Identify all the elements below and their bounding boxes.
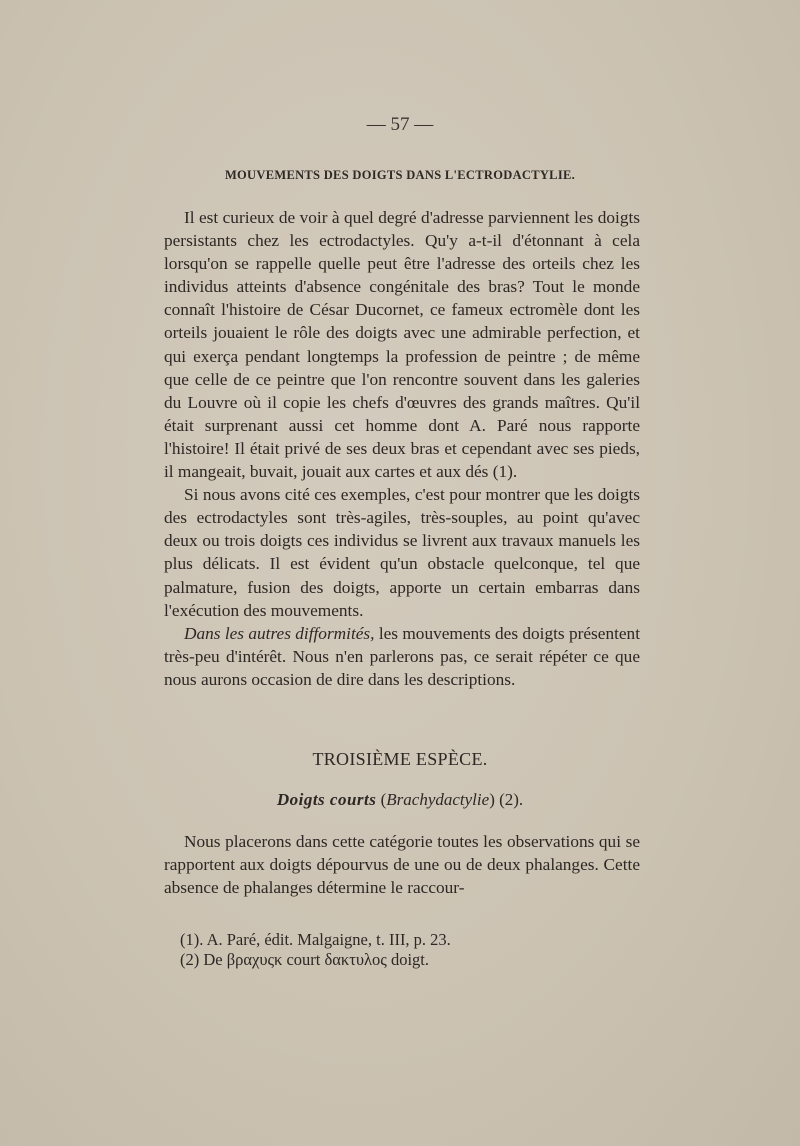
- paragraph-3-italic: Dans les autres difformités,: [184, 623, 375, 643]
- main-text: [164, 206, 640, 691]
- main-text-continued: [164, 830, 640, 899]
- subheading-paren-close: ) (2).: [489, 790, 524, 809]
- running-title: MOUVEMENTS DES DOIGTS DANS L'ECTRODACTYLIE.: [224, 168, 576, 182]
- paragraph-1: Il est curieux de voir à quel degré d'adresse parviennent les doigts persistants chez les ectrodactyles. Qu'y a-t-il d'étonnant à cela lorsqu'on se rappelle quelle peut être l'adresse des orteils chez les individus atteints d'absence congénitale des bras? Tout le monde connaît l'histoire de César Ducornet, ce fameux ectromèle dont les orteils jouaient le rôle des doigts avec une admirable perfection, et qui exerça pendant longtemps la profession de peintre ; de même que celle de ce peintre que l'on rencontre souvent dans les galeries du Louvre où il copie les chefs d'œuvres des grands maîtres. Qu'il était surprenant aussi cet homme dont A. Paré nous rapporte l'histoire! Il était privé de ses deux bras et cependant avec ses pieds, il mangeait, buvait, jouait aux cartes et aux dés (1).: [164, 208, 640, 482]
- footnote-2: (2) De βραχυςκ court δακτυλος doigt.: [180, 950, 429, 969]
- paragraph-4: Nous placerons dans cette catégorie toutes les observations qui se rapportent aux doigts dépourvus de une ou de deux phalanges. Cette absence de phalanges détermine le raccour-: [164, 832, 640, 898]
- page-number: — 57 —: [366, 114, 434, 135]
- subheading: [0, 790, 800, 810]
- subheading-italic: Brachydactylie: [386, 790, 490, 809]
- subheading-paren-open: (: [376, 790, 387, 809]
- footnotes: [180, 930, 640, 970]
- footnote-1: (1). A. Paré, édit. Malgaigne, t. III, p. 23.: [180, 930, 451, 949]
- paragraph-3: [164, 622, 640, 691]
- subheading-title: Doigts courts: [276, 790, 377, 809]
- paragraph-3-rest: les mouvements des doigts présentent très-peu d'intérêt. Nous n'en parlerons pas, ce serait répéter ce que nous aurons occasion de dire dans les descriptions.: [164, 623, 640, 689]
- paragraph-2: Si nous avons cité ces exemples, c'est pour montrer que les doigts des ectrodactyles sont très-agiles, très-souples, au point qu'avec deux ou trois doigts ces individus se livrent aux travaux manuels les plus délicats. Il est évident qu'un obstacle quelconque, tel que palmature, fusion des doigts, apporte un certain embarras dans l'exécution des mouvements.: [164, 485, 640, 620]
- section-heading: TROISIÈME ESPÈCE.: [312, 749, 488, 769]
